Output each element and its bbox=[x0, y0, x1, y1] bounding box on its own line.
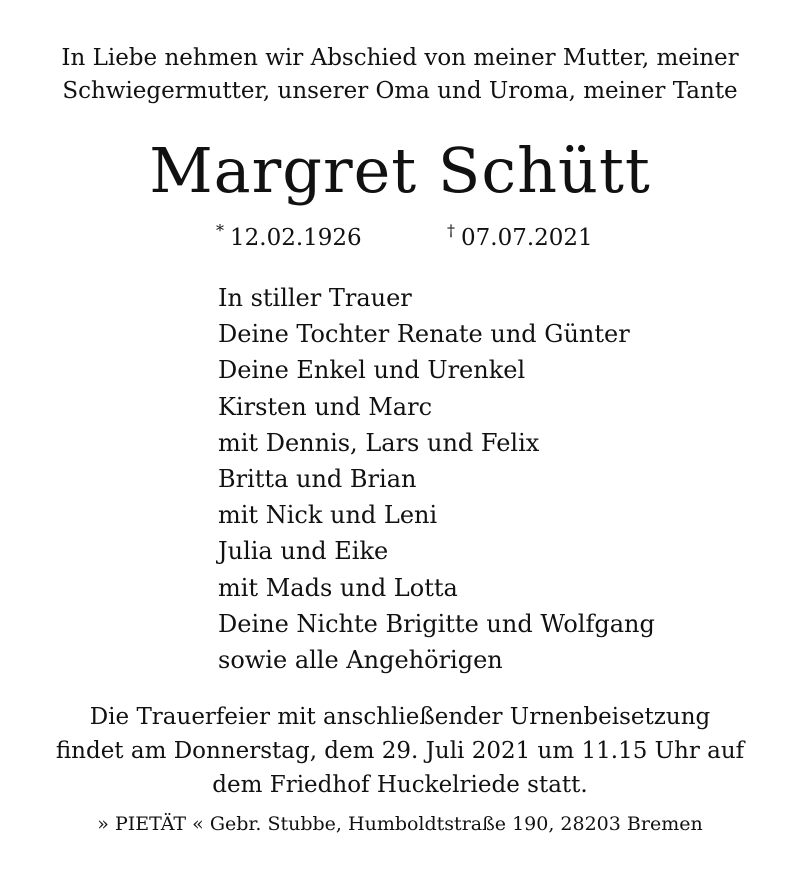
mourner-line: In stiller Trauer bbox=[218, 284, 412, 312]
birth-date: 12.02.1926 bbox=[230, 225, 362, 251]
mourner-line: Deine Nichte Brigitte und Wolfgang bbox=[218, 609, 655, 638]
mourners-list bbox=[218, 280, 655, 678]
intro-line-2: Schwiegermutter, unserer Oma und Uroma, meiner Tante bbox=[62, 78, 738, 104]
death-cross-icon: † bbox=[447, 221, 455, 240]
funeral-home-line: » PIETÄT « Gebr. Stubbe, Humboldtstraße 190, 28203 Bremen bbox=[97, 813, 703, 835]
mourner-line: mit Dennis, Lars und Felix bbox=[218, 428, 540, 457]
mourner-line: Kirsten und Marc bbox=[218, 392, 433, 421]
intro-line-1: In Liebe nehmen wir Abschied von meiner Mutter, meiner bbox=[61, 45, 739, 71]
ceremony-line-2: findet am Donnerstag, dem 29. Juli 2021 um 11.15 Uhr auf bbox=[55, 738, 745, 764]
ceremony-info bbox=[0, 700, 800, 802]
birth-date-group bbox=[216, 222, 362, 256]
mourner-line: sowie alle Angehörigen bbox=[218, 646, 503, 675]
mourner-line: mit Nick und Leni bbox=[218, 501, 438, 530]
ceremony-line-3: dem Friedhof Huckelriede statt. bbox=[212, 772, 588, 798]
intro-text bbox=[0, 42, 800, 108]
mourner-line: Deine Enkel und Urenkel bbox=[218, 356, 526, 385]
mourner-line: Julia und Eike bbox=[218, 537, 389, 566]
death-date-group bbox=[447, 222, 593, 256]
deceased-name: Margret Schütt bbox=[149, 134, 651, 207]
birth-star-icon: * bbox=[216, 221, 224, 240]
mourner-line: Deine Tochter Renate und Günter bbox=[218, 320, 630, 349]
ceremony-line-1: Die Trauerfeier mit anschließender Urnenbeisetzung bbox=[89, 704, 711, 730]
mourner-line: Britta und Brian bbox=[218, 465, 417, 494]
death-date: 07.07.2021 bbox=[461, 225, 593, 251]
mourner-line: mit Mads und Lotta bbox=[218, 573, 458, 602]
